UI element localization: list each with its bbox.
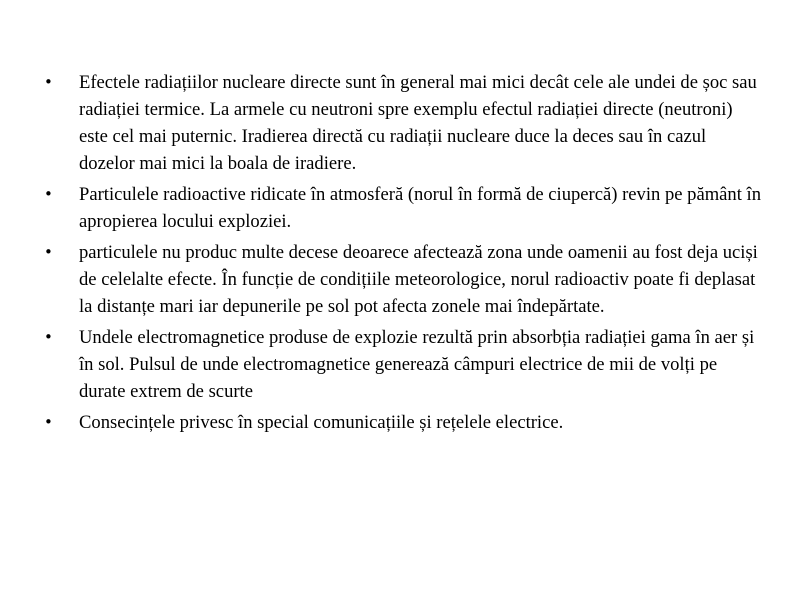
bullet-text: Consecințele privesc în special comunicațiile și rețelele electrice.	[79, 412, 564, 433]
bullet-dot-icon: •	[44, 185, 53, 203]
bullet-item	[44, 69, 764, 177]
bullet-item	[44, 409, 764, 436]
bullet-dot-icon: •	[44, 328, 53, 346]
bullet-text: Particulele radioactive ridicate în atmosferă (norul în formă de ciupercă) revin pe pământ în apropierea locului exploziei.	[79, 184, 761, 232]
bullet-dot-icon: •	[44, 413, 53, 431]
bullet-text: Efectele radiațiilor nucleare directe sunt în general mai mici decât cele ale undei de șoc sau radiației termice. La armele cu neutroni spre exemplu efectul radiației directe (neutroni) este cel mai puternic. Iradierea directă cu radiații nucleare duce la deces sau în cazul dozelor mai mici la boala de iradiere.	[79, 72, 757, 174]
bullet-item	[44, 181, 764, 235]
bullet-text: particulele nu produc multe decese deoarece afectează zona unde oamenii au fost deja uciși de celelalte efecte. În funcție de condițiile meteorologice, norul radioactiv poate fi deplasat la distanțe mari iar depunerile pe sol pot afecta zonele mai îndepărtate.	[79, 242, 758, 317]
bullet-dot-icon: •	[44, 243, 53, 261]
bullet-list	[44, 69, 764, 440]
bullet-item	[44, 324, 764, 405]
bullet-text: Undele electromagnetice produse de explozie rezultă prin absorbția radiației gama în aer și în sol. Pulsul de unde electromagnetice generează câmpuri electrice de mii de volți pe durate extrem de scurte	[79, 327, 755, 402]
bullet-dot-icon: •	[44, 73, 53, 91]
bullet-item	[44, 239, 764, 320]
